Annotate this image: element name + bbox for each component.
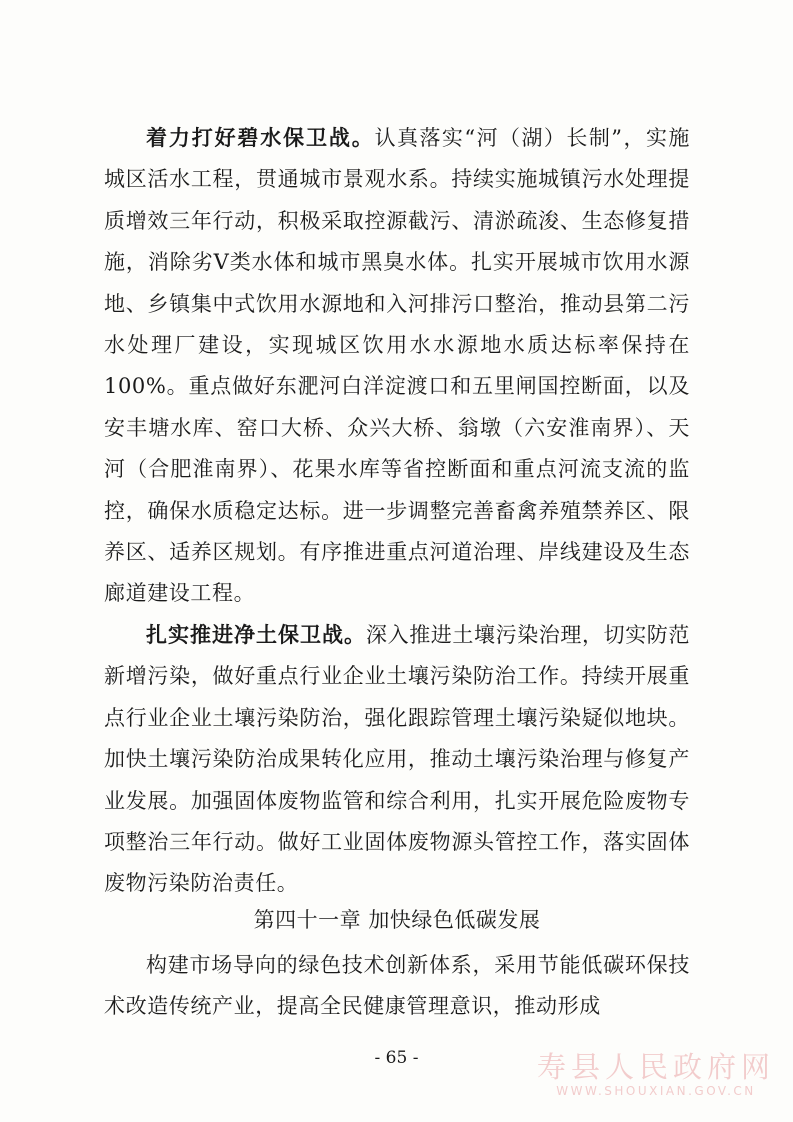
watermark-name: 寿县人民政府网: [536, 1050, 775, 1084]
paragraph-body: 深入推进土壤污染治理，切实防范新增污染，做好重点行业企业土壤污染防治工作。持续开展重点行业企业土壤污染防治，强化跟踪管理土壤污染疑似地块。加快土壤污染防治成果转化应用，推动土壤污染治理与修复产业发展。加强固体废物监管和综合利用，扎实开展危险废物专项整治三年行动。做好工业固体废物源头管控工作，落实固体废物污染防治责任。: [104, 623, 690, 896]
chapter-paragraph: 构建市场导向的绿色技术创新体系，采用节能低碳环保技术改造传统产业，提高全民健康管理意识，推动形成: [104, 953, 690, 1019]
watermark-url: WWW.SHOUXIAN.GOV.CN: [556, 1084, 756, 1098]
site-watermark: [531, 1050, 781, 1098]
paragraph-body: 认真落实“河（湖）长制”，实施城区活水工程，贯通城市景观水系。持续实施城镇污水处理提质增效三年行动，积极采取控源截污、清淤疏浚、生态修复措施，消除劣Ⅴ类水体和城市黑臭水体。扎实开展城市饮用水源地、乡镇集中式饮用水源地和入河排污口整治，推动县第二污水处理厂建设，实现城区饮用水水源地水质达标率保持在100%。重点做好东淝河白洋淀渡口和五里闸国控断面，以及安丰塘水库、窑口大桥、众兴大桥、翁墩（六安淮南界）、天河（合肥淮南界）、花果水库等省控断面和重点河流支流的监控，确保水质稳定达标。进一步调整完善畜禽养殖禁养区、限养区、适养区规划。有序推进重点河道治理、岸线建设及生态廊道建设工程。: [104, 126, 691, 606]
paragraph-clean-water: [104, 117, 690, 615]
paragraph-heading: 着力打好碧水保卫战。: [146, 125, 375, 150]
paragraph-clean-soil: [104, 614, 690, 905]
chapter-title: 第四十一章 加快绿色低碳发展: [253, 908, 541, 932]
page-number: - 65 -: [374, 1048, 419, 1068]
paragraph-heading: 扎实推进净土保卫战。: [146, 622, 366, 647]
